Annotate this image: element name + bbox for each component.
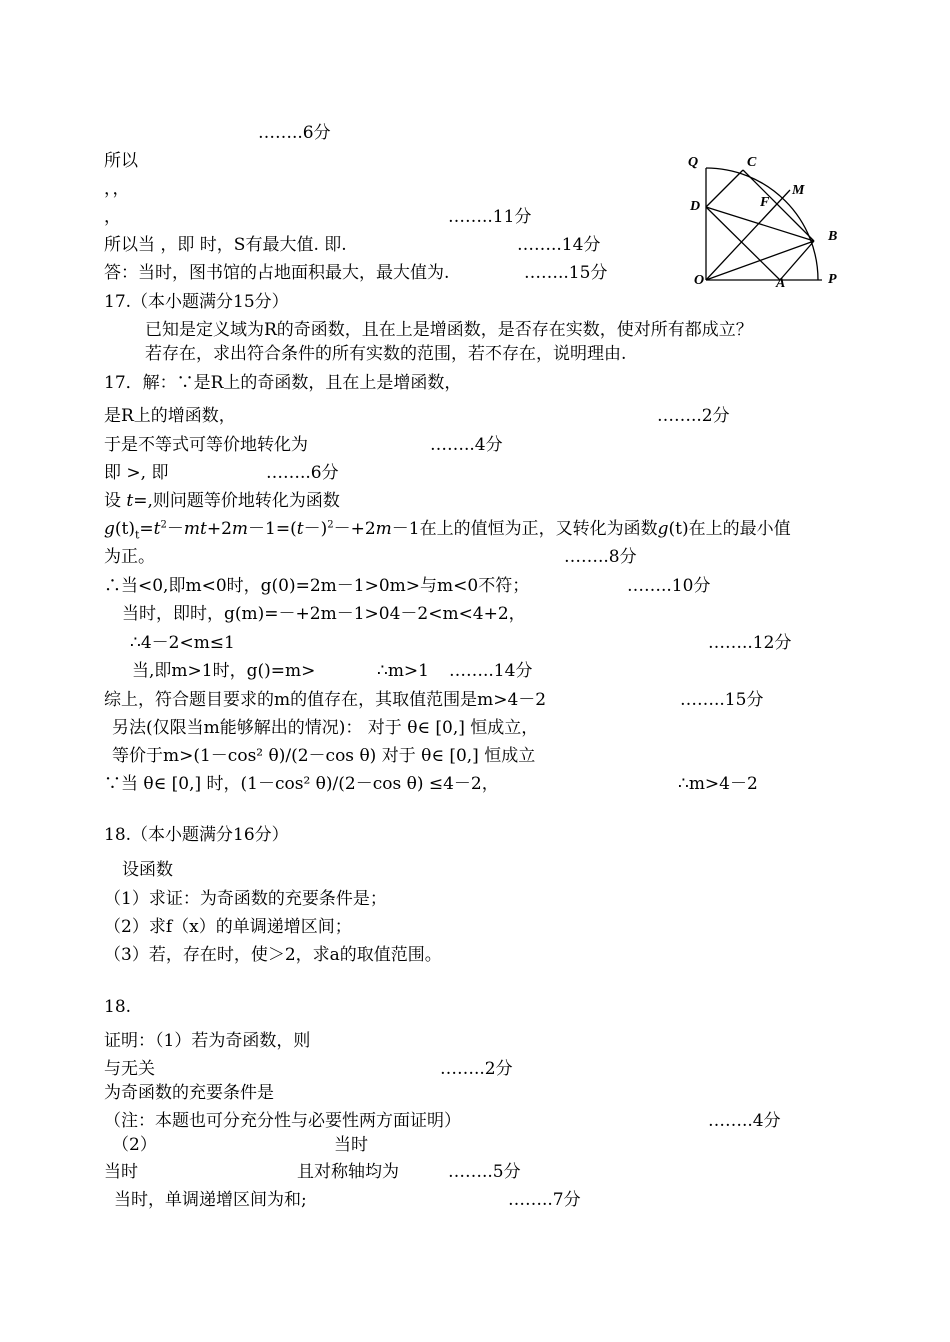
q18-intro: 设函数: [122, 860, 173, 880]
sol18-line-7: 当时，单调递增区间为和;: [114, 1190, 307, 1210]
sol17-line-9: 当时，即时，g(m)=－+2m－1>04－2<m<4+2，: [122, 604, 526, 624]
score-14a: ……..14分: [517, 235, 601, 255]
sec16-line-3: ，: [104, 207, 121, 227]
sol17-line-11a: 当,即m>1时，g()=m>: [132, 661, 316, 681]
sol17-line-2: 是R上的增函数，: [104, 406, 236, 426]
sol17-line-13: 另法(仅限当m能够解出的情况)： 对于 θ∈ [0,] 恒成立，: [112, 718, 539, 738]
label-b: B: [828, 229, 838, 244]
sol17-line-8: ∴当<0,即m<0时，g(0)=2m－1>0m>与m<0不符；: [104, 576, 530, 596]
sol17-line-5: 设 t=,则问题等价地转化为函数: [104, 491, 340, 511]
sol17-line-6: $g(t)_t=t^2-mt+2m-1=(t-)^2-+2m-1$在上的值恒为正，又转化为函数g(t)在上的最小值: [104, 519, 791, 542]
sol18-line-6b: 且对称轴均为: [297, 1162, 399, 1182]
line-dc: [706, 170, 743, 207]
sol18-number: 18.: [104, 997, 132, 1017]
score-10: ……..10分: [627, 576, 711, 596]
label-f: F: [760, 195, 770, 210]
sol17-line-15b: ∴m>4－2: [678, 774, 758, 794]
sol17-line-14: 等价于m>(1－cos² θ)/(2－cos θ) 对于 θ∈ [0,] 恒成立: [112, 746, 536, 766]
score-4a: ……..4分: [430, 435, 503, 455]
sol18-line-6a: 当时: [104, 1162, 138, 1182]
sol18-line-5a: （2）: [112, 1135, 157, 1155]
sol17-line-1: 17．解：∵是R上的奇函数，且在上是增函数，: [104, 373, 462, 393]
sec16-line-4: 所以当 ，即 时，S有最大值. 即.: [104, 235, 347, 255]
label-p: P: [828, 272, 837, 287]
score-8: ……..8分: [564, 547, 637, 567]
label-a: A: [776, 276, 786, 290]
score-2b: ……..2分: [440, 1059, 513, 1079]
sec16-answer: 答：当时，图书馆的占地面积最大，最大值为.: [104, 263, 450, 283]
score-6-top: ……..6分: [258, 123, 331, 143]
q17-header: 17.（本小题满分15分）: [104, 292, 289, 312]
sol17-line-15a: ∵当 θ∈ [0,] 时，(1－cos² θ)/(2－cos θ) ≤4－2，: [104, 774, 499, 794]
label-o: O: [694, 273, 705, 288]
label-c: C: [747, 155, 757, 170]
sol17-line-11b: ∴m>1: [377, 661, 429, 681]
sol18-note: （注：本题也可分充分性与必要性两方面证明）: [104, 1111, 461, 1131]
sec16-line-1: 所以: [104, 151, 138, 171]
score-2a: ……..2分: [657, 406, 730, 426]
sol18-line-1: 证明：（1）若为奇函数，则: [104, 1031, 311, 1051]
sol18-line-2: 与无关: [104, 1059, 155, 1079]
score-7: ……..7分: [508, 1190, 581, 1210]
geometry-figure: [688, 150, 848, 290]
q18-part-3: （3）若，存在时，使＞2，求a的取值范围。: [104, 945, 442, 965]
score-5: ……..5分: [448, 1162, 521, 1182]
q17-para-2: 若存在，求出符合条件的所有实数的范围，若不存在，说明理由.: [145, 344, 627, 364]
sol17-line-7: 为正。: [104, 547, 155, 567]
sol17-line-4: 即 >, 即: [104, 463, 169, 483]
score-11: ……..11分: [448, 207, 532, 227]
q18-part-2: （2）求f（x）的单调递增区间；: [104, 917, 352, 937]
score-6b: ……..6分: [266, 463, 339, 483]
q17-para-1: 已知是定义域为R的奇函数，且在上是增函数，是否存在实数，使对所有都成立？: [145, 320, 753, 340]
sol17-line-12: 综上，符合题目要求的m的值存在，其取值范围是m>4－2: [104, 690, 547, 710]
score-15a: ……..15分: [524, 263, 608, 283]
q18-header: 18.（本小题满分16分）: [104, 825, 289, 845]
score-15b: ……..15分: [680, 690, 764, 710]
score-4b: ……..4分: [708, 1111, 781, 1131]
q18-part-1: （1）求证：为奇函数的充要条件是；: [104, 889, 387, 909]
sol17-line-10: ∴4－2<m≤1: [130, 633, 235, 653]
label-d: D: [690, 199, 701, 214]
sec16-line-2: ，，: [104, 179, 130, 199]
sol17-line-3: 于是不等式可等价地转化为: [104, 435, 308, 455]
sol18-line-3: 为奇函数的充要条件是: [104, 1083, 274, 1103]
sol18-line-5b: 当时: [334, 1135, 368, 1155]
label-m: M: [792, 183, 805, 198]
score-12: ……..12分: [708, 633, 792, 653]
score-14b: ……..14分: [449, 661, 533, 681]
label-q: Q: [688, 155, 699, 170]
